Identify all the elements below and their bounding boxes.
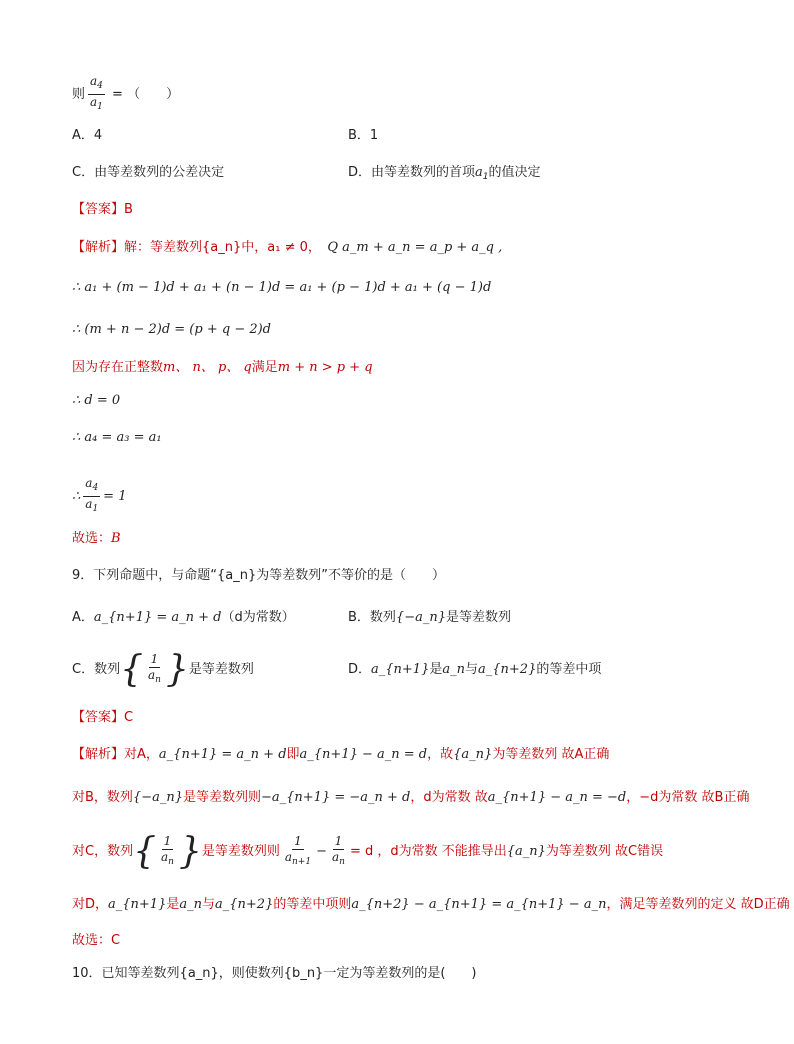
q8-answer: 【答案】B: [72, 202, 133, 217]
q9-answer: 【答案】C: [72, 710, 134, 725]
q9-stem: 9．下列命题中，与命题“{a_n}为等差数列”不等价的是（ ）: [72, 568, 445, 583]
q8-option-a: A．4: [72, 128, 103, 143]
q9-option-d: D．a_{n+1}是a_n与a_{n+2}的等差中项: [348, 662, 602, 677]
q8-option-b: B．1: [348, 128, 379, 143]
q9-analysis-d: 对D，a_{n+1}是a_n与a_{n+2}的等差中项则a_{n+2} − a_{n+1} = a_{n+1} − a_n，满足等差数列的定义 故D正确: [72, 897, 790, 912]
q8-analysis-line2: ∴ a₁ + (m − 1)d + a₁ + (n − 1)d = a₁ + (p − 1)d + a₁ + (q − 1)d: [72, 280, 492, 295]
q9-analysis-a: 【解析】对A，a_{n+1} = a_n + d即a_{n+1} − a_n = d，故{a_n}为等差数列 故A正确: [72, 747, 610, 762]
q8-analysis-line5: ∴ d = 0: [72, 393, 121, 408]
q8-analysis-fraction: $\frac{a_4}{a_1}$: [85, 476, 99, 514]
q9-choose: 故选：C: [72, 933, 121, 948]
q10-stem: 10．已知等差数列{a_n}，则使数列{b_n}一定为等差数列的是( ): [72, 966, 477, 981]
q9-analysis-c: 对C，数列 { $\frac{1}{a_n}$ } 是等差数列则 $\frac{1}{a_{n+1}}$ − $\frac{1}{a_n}$ = d ，d为常数 不能推导出{a_n}为等差数列 故C错误: [72, 830, 664, 872]
q8-analysis-line6: ∴ a₄ = a₃ = a₁: [72, 430, 162, 445]
q8-option-c: C．由等差数列的公差决定: [72, 165, 225, 180]
q8-stem-tail: [72, 74, 179, 115]
q8-paren: = （ ）: [107, 87, 180, 102]
q8-option-d: D．由等差数列的首项$a_1$的值决定: [348, 165, 541, 182]
q9-option-c: C．数列 { $\frac{1}{a_n}$ } 是等差数列: [72, 648, 254, 690]
q8-analysis-line7: ∴ $\frac{a_4}{a_1}$ = 1: [72, 476, 126, 517]
q8-fraction: $\frac{a_4}{a_1}$: [90, 74, 103, 112]
q9-option-b: B．数列{−a_n}是等差数列: [348, 610, 511, 625]
q8-choose: 故选：B: [72, 531, 121, 546]
q9-option-a: A．a_{n+1} = a_n + d（d为常数）: [72, 610, 295, 625]
q8-analysis-line3: ∴ (m + n − 2)d = (p + q − 2)d: [72, 322, 272, 337]
q8-analysis-line1: 【解析】解：等差数列{a_n}中，a₁ ≠ 0， Q a_m + a_n = a_p + a_q ,: [72, 240, 503, 255]
q8-analysis-line4: 因为存在正整数m、 n、 p、 q满足m + n > p + q: [72, 360, 373, 375]
q8-prefix: 则: [72, 87, 86, 102]
q9-analysis-b: 对B，数列{−a_n}是等差数列则−a_{n+1} = −a_n + d，d为常数 故a_{n+1} − a_n = −d，−d为常数 故B正确: [72, 790, 750, 805]
